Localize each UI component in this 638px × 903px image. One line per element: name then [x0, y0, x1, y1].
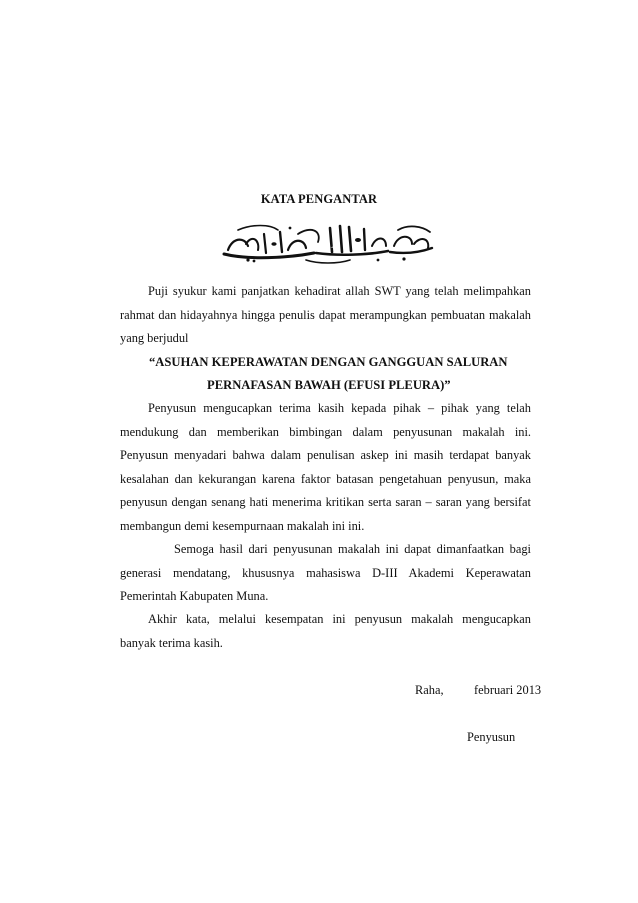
book-title-line-2: PERNAFASAN BAWAH (EFUSI PLEURA)”: [207, 378, 451, 392]
paragraph-3-line-3: Pemerintah Kabupaten Muna.: [120, 589, 269, 603]
signature-label: Penyusun: [467, 730, 516, 744]
paragraph-2-line-1: Penyusun mengucapkan terima kasih kepada pihak – pihak yang telah: [148, 401, 531, 415]
paragraph-1-line-3: yang berjudul: [120, 331, 189, 345]
book-title-line-1: “ASUHAN KEPERAWATAN DENGAN GANGGUAN SALURAN: [149, 355, 508, 369]
paragraph-2-line-5: penyusun dengan senang hati menerima kritikan serta saran – saran yang bersifat: [120, 495, 531, 509]
svg-text:بسم الله الرحمن الرحيم: بسم الله الرحمن الرحيم: [318, 247, 338, 249]
date-label: februari 2013: [474, 683, 542, 697]
paragraph-4-line-1: Akhir kata, melalui kesempatan ini penyusun makalah mengucapkan: [148, 612, 531, 626]
paragraph-3-line-1: Semoga hasil dari penyusunan makalah ini dapat dimanfaatkan bagi: [174, 542, 531, 556]
paragraph-3-line-2: generasi mendatang, khususnya mahasiswa D-III Akademi Keperawatan: [120, 566, 531, 580]
bismillah-calligraphy: [218, 220, 438, 266]
place-label: Raha,: [415, 683, 444, 697]
paragraph-1-line-1: Puji syukur kami panjatkan kehadirat allah SWT yang telah melimpahkan: [148, 284, 531, 298]
paragraph-2-line-2: mendukung dan memberikan bimbingan dalam penyusunan makalah ini.: [120, 425, 531, 439]
paragraph-2-line-6: membangun demi kesempurnaan makalah ini ini.: [120, 519, 365, 533]
paragraph-4-line-2: banyak terima kasih.: [120, 636, 223, 650]
paragraph-2-line-3: Penyusun menyadari bahwa dalam penulisan askep ini masih terdapat banyak: [120, 448, 531, 462]
page-title: KATA PENGANTAR: [260, 192, 378, 206]
paragraph-1-line-2: rahmat dan hidayahnya hingga penulis dapat merampungkan pembuatan makalah: [120, 308, 531, 322]
paragraph-2-line-4: kesalahan dan kekurangan karena faktor batasan pengetahuan penyusun, maka: [120, 472, 531, 486]
